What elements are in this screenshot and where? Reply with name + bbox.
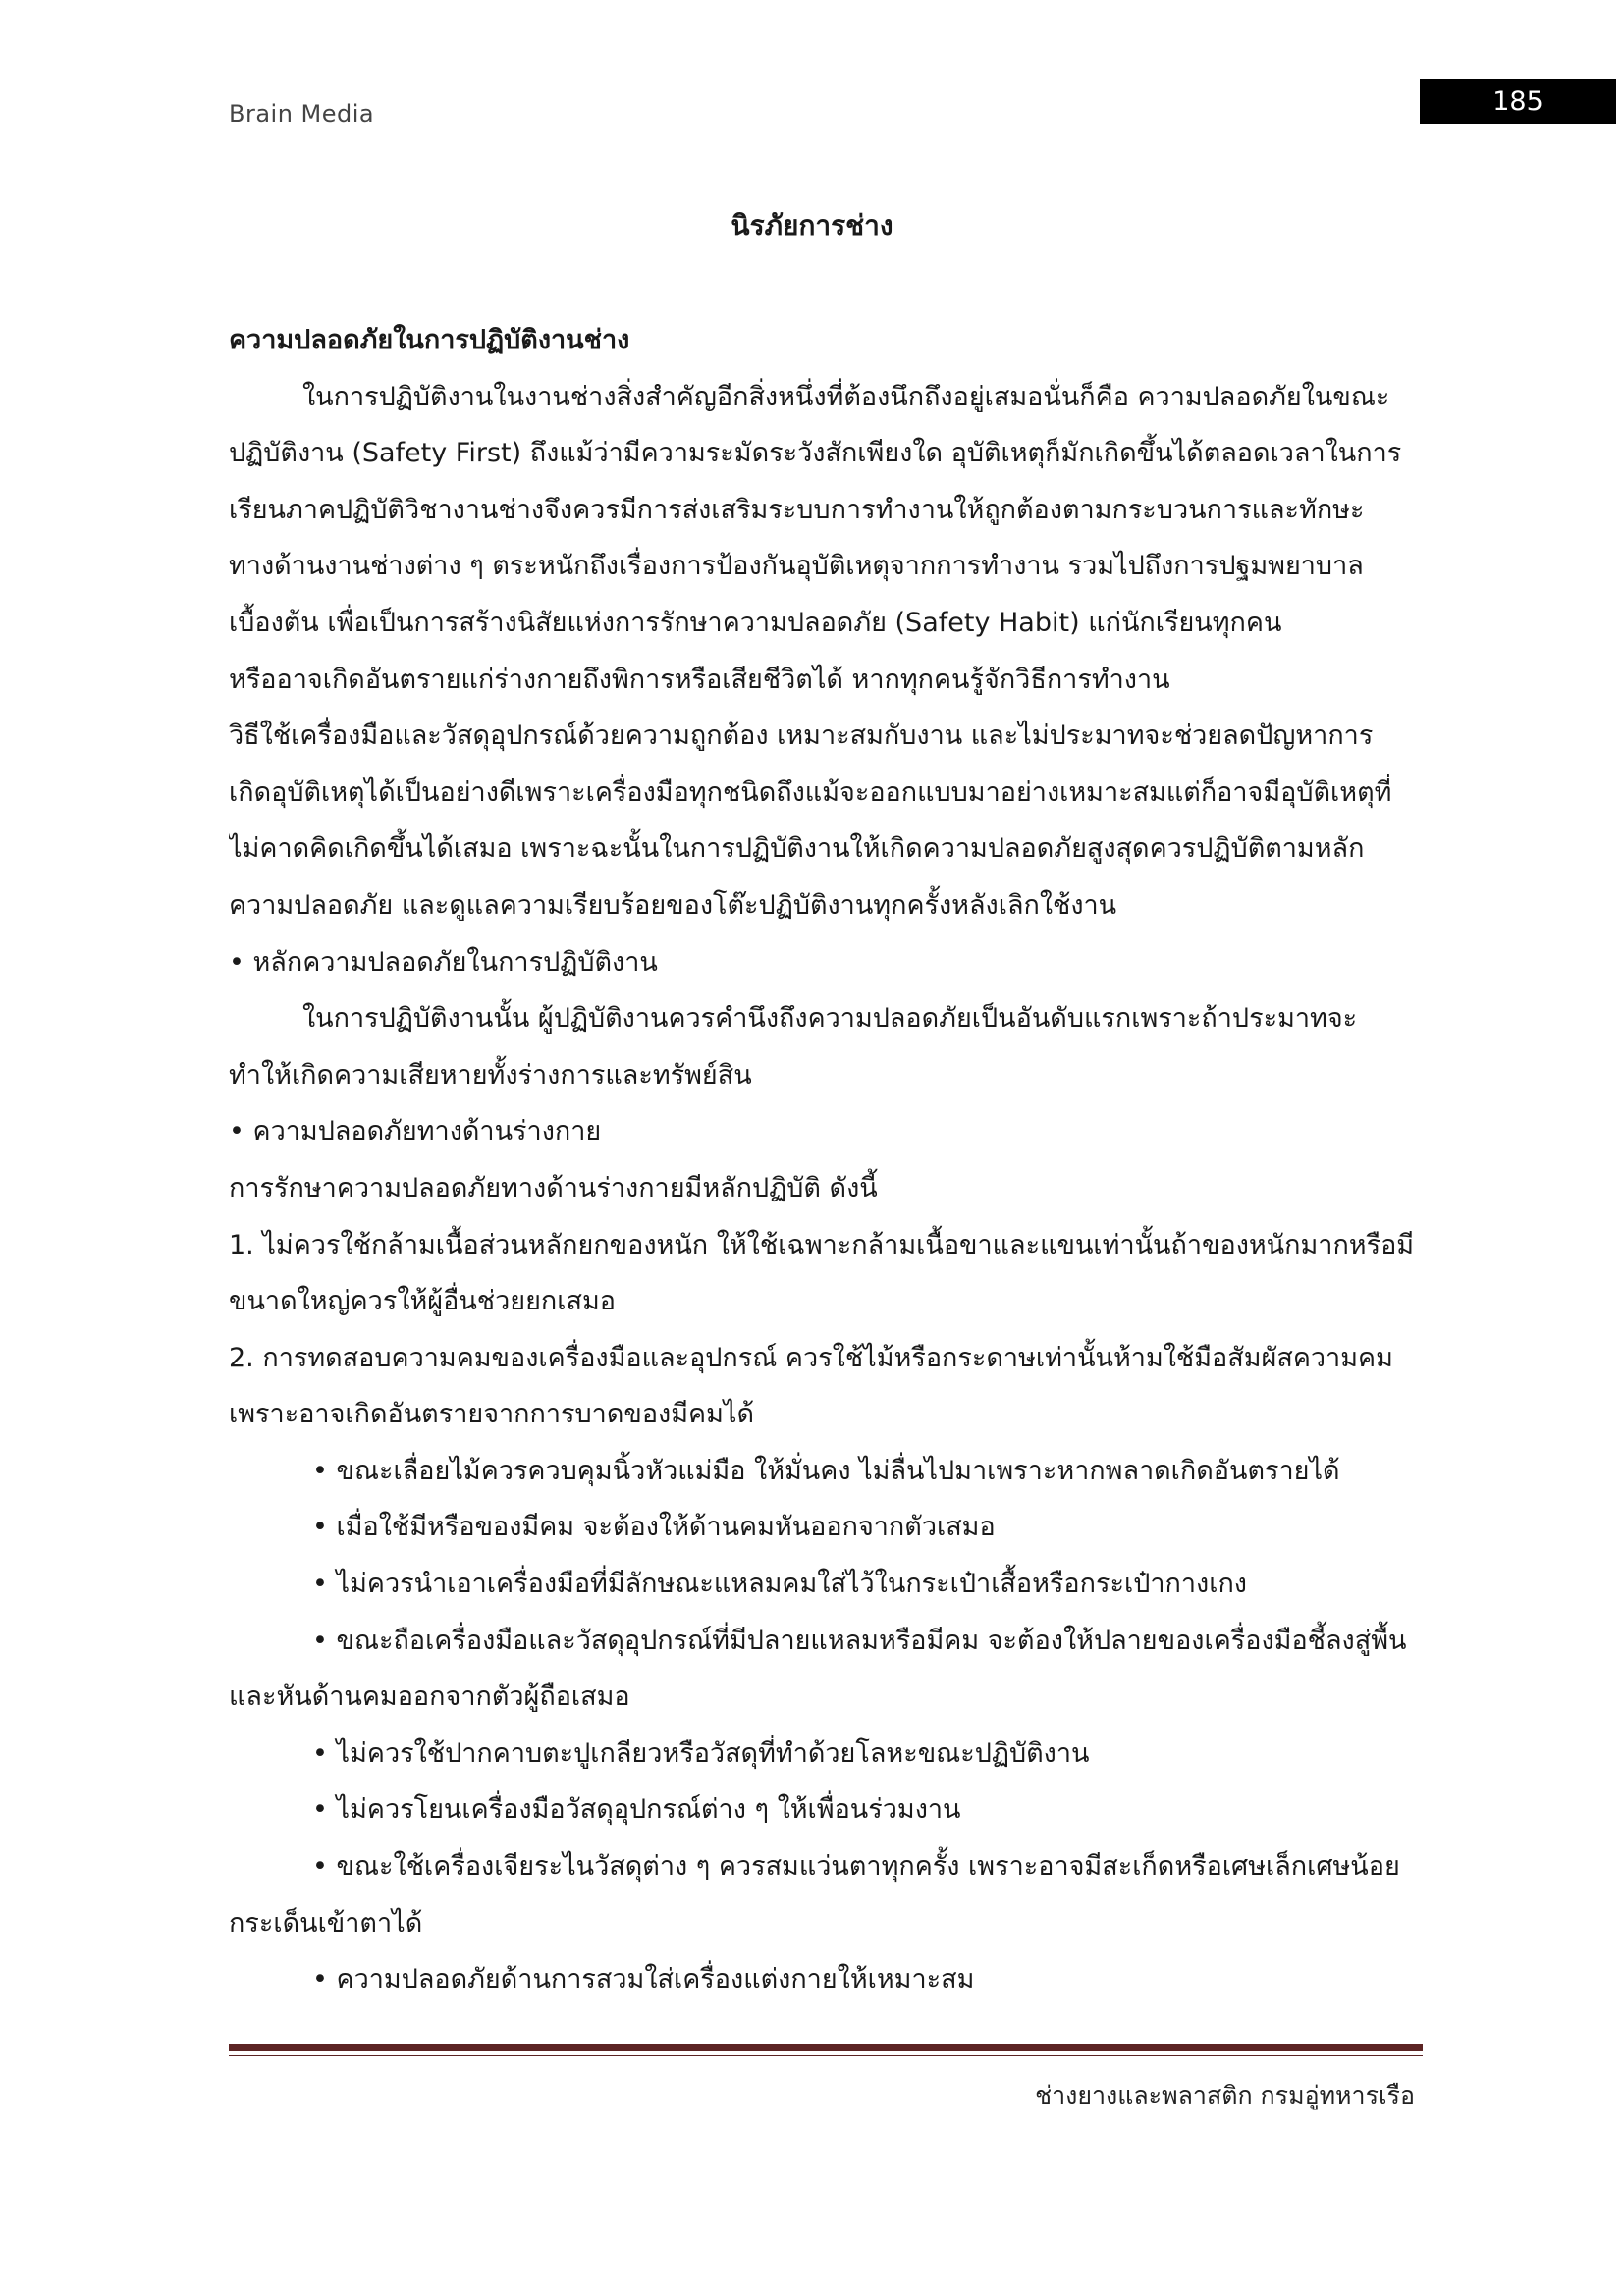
page-number: 185 (1420, 79, 1616, 124)
text-line: ความปลอดภัย และดูแลความเรียบร้อยของโต๊ะปฏิบัติงานทุกครั้งหลังเลิกใช้งาน (229, 889, 1117, 921)
text-line: • ความปลอดภัยด้านการสวมใส่เครื่องแต่งกายให้เหมาะสม (312, 1964, 975, 1996)
text-line: • ไม่ควรนำเอาเครื่องมือที่มีลักษณะแหลมคมใส่ไว้ในกระเป๋าเสื้อหรือกระเป๋ากางเกง (312, 1569, 1247, 1600)
text-line: • หลักความปลอดภัยในการปฏิบัติงาน (229, 946, 658, 978)
text-line: 1. ไม่ควรใช้กล้ามเนื้อส่วนหลักยกของหนัก ให้ใช้เฉพาะกล้ามเนื้อขาและแขนเท่านั้นถ้าของหนักมากหรือมี (229, 1229, 1415, 1260)
text-line: • ขณะถือเครื่องมือและวัสดุอุปกรณ์ที่มีปลายแหลมหรือมีคม จะต้องให้ปลายของเครื่องมือชี้ลงสู่พื้น (312, 1625, 1407, 1656)
text-line: ทำให้เกิดความเสียหายทั้งร่างการและทรัพย์สิน (229, 1059, 752, 1091)
header-brand: Brain Media (229, 100, 375, 128)
text-line: ไม่คาดคิดเกิดขึ้นได้เสมอ เพราะฉะนั้นในการปฏิบัติงานให้เกิดความปลอดภัยสูงสุดควรปฏิบัติตามหลัก (229, 833, 1365, 865)
text-line: 2. การทดสอบความคมของเครื่องมือและอุปกรณ์ ควรใช้ไม้หรือกระดาษเท่านั้นห้ามใช้มือสัมผัสความคม (229, 1342, 1393, 1373)
text-line: ในการปฏิบัติงานในงานช่างสิ่งสำคัญอีกสิ่งหนึ่งที่ต้องนึกถึงอยู่เสมอนั่นก็คือ ความปลอดภัยในขณะ (302, 381, 1390, 412)
text-line: หรืออาจเกิดอันตรายแก่ร่างกายถึงพิการหรือเสียชีวิตได้ หากทุกคนรู้จักวิธีการทำงาน (229, 664, 1170, 695)
footer-rule-thick (229, 2044, 1423, 2051)
footer-rule-thin (229, 2055, 1423, 2056)
text-line: เพราะอาจเกิดอันตรายจากการบาดของมีคมได้ (229, 1399, 754, 1430)
page-title: นิรภัยการช่าง (731, 209, 893, 241)
text-line: • ความปลอดภัยทางด้านร่างกาย (229, 1116, 602, 1148)
footer-text: ช่างยางและพลาสติก กรมอู่ทหารเรือ (1035, 2081, 1415, 2109)
document-body (229, 312, 1422, 2008)
text-line: เกิดอุบัติเหตุได้เป็นอย่างดีเพราะเครื่องมือทุกชนิดถึงแม้จะออกแบบมาอย่างเหมาะสมแต่ก็อาจมีอุบัติเหตุที่ (229, 776, 1392, 808)
text-line: กระเด็นเข้าตาได้ (229, 1907, 423, 1939)
text-line: การรักษาความปลอดภัยทางด้านร่างกายมีหลักปฏิบัติ ดังนี้ (229, 1172, 878, 1203)
text-line: ปฏิบัติงาน (Safety First) ถึงแม้ว่ามีความระมัดระวังสักเพียงใด อุบัติเหตุก็มักเกิดขึ้นได้ตลอดเวลาในการ (229, 438, 1402, 469)
text-line: • ขณะเลื่อยไม้ควรควบคุมนิ้วหัวแม่มือ ให้มั่นคง ไม่ลื่นไปมาเพราะหากพลาดเกิดอันตรายได้ (312, 1455, 1340, 1486)
text-line: วิธีใช้เครื่องมือและวัสดุอุปกรณ์ด้วยความถูกต้อง เหมาะสมกับงาน และไม่ประมาทจะช่วยลดปัญหาการ (229, 721, 1374, 752)
text-line: และหันด้านคมออกจากตัวผู้ถือเสมอ (229, 1682, 630, 1713)
text-line: • ไม่ควรโยนเครื่องมือวัสดุอุปกรณ์ต่าง ๆ ให้เพื่อนร่วมงาน (312, 1794, 961, 1826)
text-line: ในการปฏิบัติงานนั้น ผู้ปฏิบัติงานควรคำนึงถึงความปลอดภัยเป็นอันดับแรกเพราะถ้าประมาทจะ (302, 1003, 1358, 1035)
text-line: เบื้องต้น เพื่อเป็นการสร้างนิสัยแห่งการรักษาความปลอดภัย (Safety Habit) แก่นักเรียนทุกคน (229, 607, 1282, 638)
text-line: • ไม่ควรใช้ปากคาบตะปูเกลียวหรือวัสดุที่ทำด้วยโลหะขณะปฏิบัติงาน (312, 1737, 1090, 1769)
text-line: • เมื่อใช้มีหรือของมีคม จะต้องให้ด้านคมหันออกจากตัวเสมอ (312, 1512, 996, 1543)
text-line: ขนาดใหญ่ควรให้ผู้อื่นช่วยยกเสมอ (229, 1286, 616, 1317)
text-line: • ขณะใช้เครื่องเจียระไนวัสดุต่าง ๆ ควรสมแว่นตาทุกครั้ง เพราะอาจมีสะเก็ดหรือเศษเล็กเศษน้อย (312, 1851, 1400, 1883)
text-line: ทางด้านงานช่างต่าง ๆ ตระหนักถึงเรื่องการป้องกันอุบัติเหตุจากการทำงาน รวมไปถึงการปฐมพยาบาล (229, 551, 1364, 582)
section-heading: ความปลอดภัยในการปฏิบัติงานช่าง (229, 325, 630, 355)
text-line: เรียนภาคปฏิบัติวิชางานช่างจึงควรมีการส่งเสริมระบบการทำงานให้ถูกต้องตามกระบวนการและทักษะ (229, 494, 1365, 525)
